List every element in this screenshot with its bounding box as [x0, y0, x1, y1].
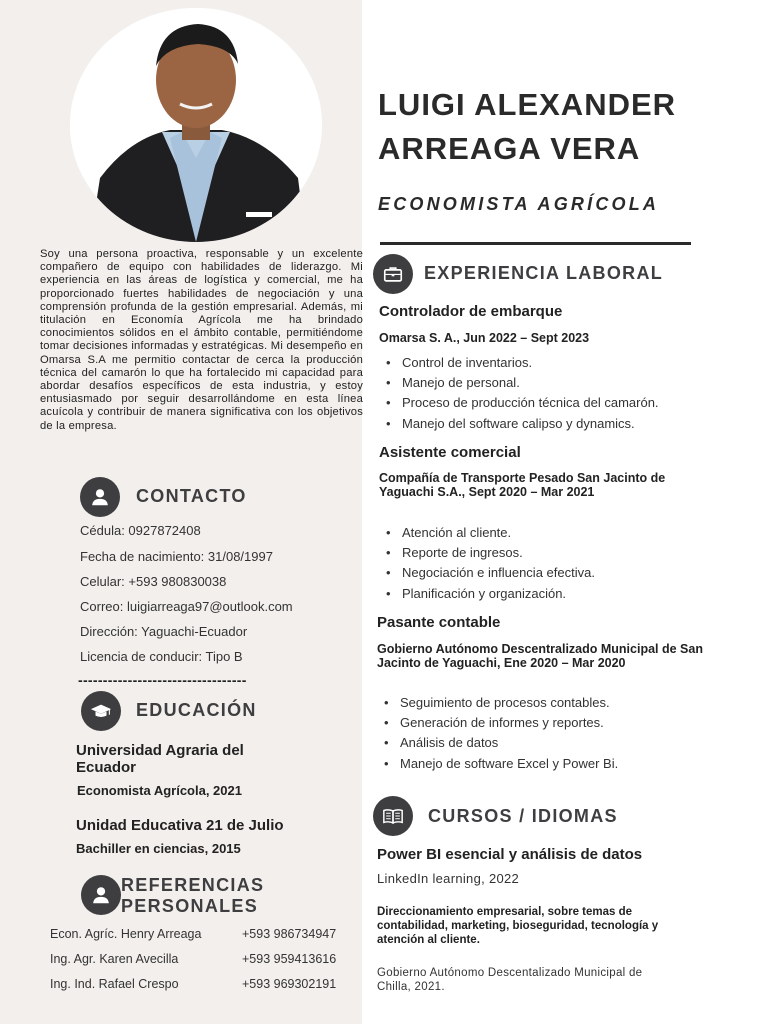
list-item: • Seguimiento de procesos contables. [382, 695, 618, 715]
reference-phone-1: +593 986734947 [242, 927, 337, 941]
reference-phone-2: +593 959413616 [242, 952, 337, 966]
person-icon [80, 477, 120, 517]
header-divider [380, 242, 691, 245]
list-item: • Planificación y organización. [384, 586, 595, 606]
education-institution-2: Unidad Educativa 21 de Julio [76, 817, 284, 834]
course-title: Power BI esencial y análisis de datos [377, 846, 643, 863]
courses-heading: CURSOS / IDIOMAS [428, 806, 618, 826]
dashed-divider: ---------------------------------- [78, 672, 247, 688]
graduation-cap-icon [81, 691, 121, 731]
briefcase-icon [373, 254, 413, 294]
contact-email: Correo: luigiarreaga97@outlook.com [80, 599, 293, 614]
education-institution-1: Universidad Agraria del Ecuador [76, 742, 244, 776]
education-degree-1: Economista Agrícola, 2021 [77, 783, 242, 798]
list-item: • Reporte de ingresos. [384, 545, 595, 565]
course-institution: Gobierno Autónomo Descentalizado Municipal de Chilla, 2021. [377, 967, 643, 993]
job-duties-2 [384, 525, 595, 606]
person-icon [81, 875, 121, 915]
course-provider: LinkedIn learning, 2022 [377, 871, 520, 886]
contact-address: Dirección: Yaguachi-Ecuador [80, 624, 248, 639]
profile-summary: Soy una persona proactiva, responsable y un excelente compañero de equipo con habilidades de liderazgo. Mi experiencia en las áreas de logística y comercial, me ha proporcionado fuertes habilidades de negociación y una comprensión profunda de la gestión empresarial. Además, mi titulación en Economía Agrícola me ha brindado conocimientos sólidos en el ámbito contable, permitiéndome tomar decisiones informadas y estratégicas. Mi desempeño en Omarsa S.A me permitio contactar de cerca la producción técnica del camarón lo que ha fortalecido mi capacidad para abordar desafíos específicos de esta industria, y estoy entusiasmado por seguir desarrollándome en esta línea acuícola y contribuir de manera significativa con los objetivos de la empresa. [40, 248, 363, 432]
list-item: • Control de inventarios. [384, 355, 659, 375]
profile-photo [70, 8, 322, 242]
job-role: ECONOMISTA AGRÍCOLA [378, 194, 660, 214]
course-description: Direccionamiento empresarial, sobre temas de contabilidad, marketing, bioseguridad, tecnología y atención al cliente. [377, 906, 659, 946]
contact-birthdate: Fecha de nacimiento: 31/08/1997 [80, 549, 273, 564]
list-item: • Proceso de producción técnica del camarón. [384, 395, 659, 415]
list-item: • Análisis de datos [382, 735, 618, 755]
job-title-1: Controlador de embarque [379, 303, 563, 320]
list-item: • Atención al cliente. [384, 525, 595, 545]
reference-name-1: Econ. Agríc. Henry Arreaga [50, 927, 202, 941]
job-duties-3 [382, 695, 618, 776]
job-org-2: Compañía de Transporte Pesado San Jacinto de Yaguachi S.A., Sept 2020 – Mar 2021 [379, 471, 666, 499]
job-duties-1 [384, 355, 659, 436]
list-item: • Manejo del software calipso y dynamics. [384, 416, 659, 436]
job-title-3: Pasante contable [377, 614, 501, 631]
reference-name-3: Ing. Ind. Rafael Crespo [50, 977, 179, 991]
list-item: • Manejo de software Excel y Power Bi. [382, 756, 618, 776]
job-title-2: Asistente comercial [379, 444, 521, 461]
book-icon [373, 796, 413, 836]
experience-heading: EXPERIENCIA LABORAL [424, 263, 664, 283]
education-degree-2: Bachiller en ciencias, 2015 [76, 841, 241, 856]
contact-license: Licencia de conducir: Tipo B [80, 649, 243, 664]
contact-id: Cédula: 0927872408 [80, 523, 201, 538]
job-org-1: Omarsa S. A., Jun 2022 – Sept 2023 [379, 331, 590, 345]
education-heading: EDUCACIÓN [136, 700, 257, 720]
list-item: • Manejo de personal. [384, 375, 659, 395]
list-item: • Generación de informes y reportes. [382, 715, 618, 735]
references-heading: REFERENCIAS PERSONALES [121, 875, 265, 916]
reference-name-2: Ing. Agr. Karen Avecilla [50, 952, 179, 966]
contact-heading: CONTACTO [136, 486, 247, 506]
full-name: LUIGI ALEXANDER ARREAGA VERA [378, 87, 677, 166]
reference-phone-3: +593 969302191 [242, 977, 337, 991]
contact-phone: Celular: +593 980830038 [80, 574, 227, 589]
job-org-3: Gobierno Autónomo Descentralizado Municipal de San Jacinto de Yaguachi, Ene 2020 – Mar 2020 [377, 642, 703, 670]
list-item: • Negociación e influencia efectiva. [384, 565, 595, 585]
